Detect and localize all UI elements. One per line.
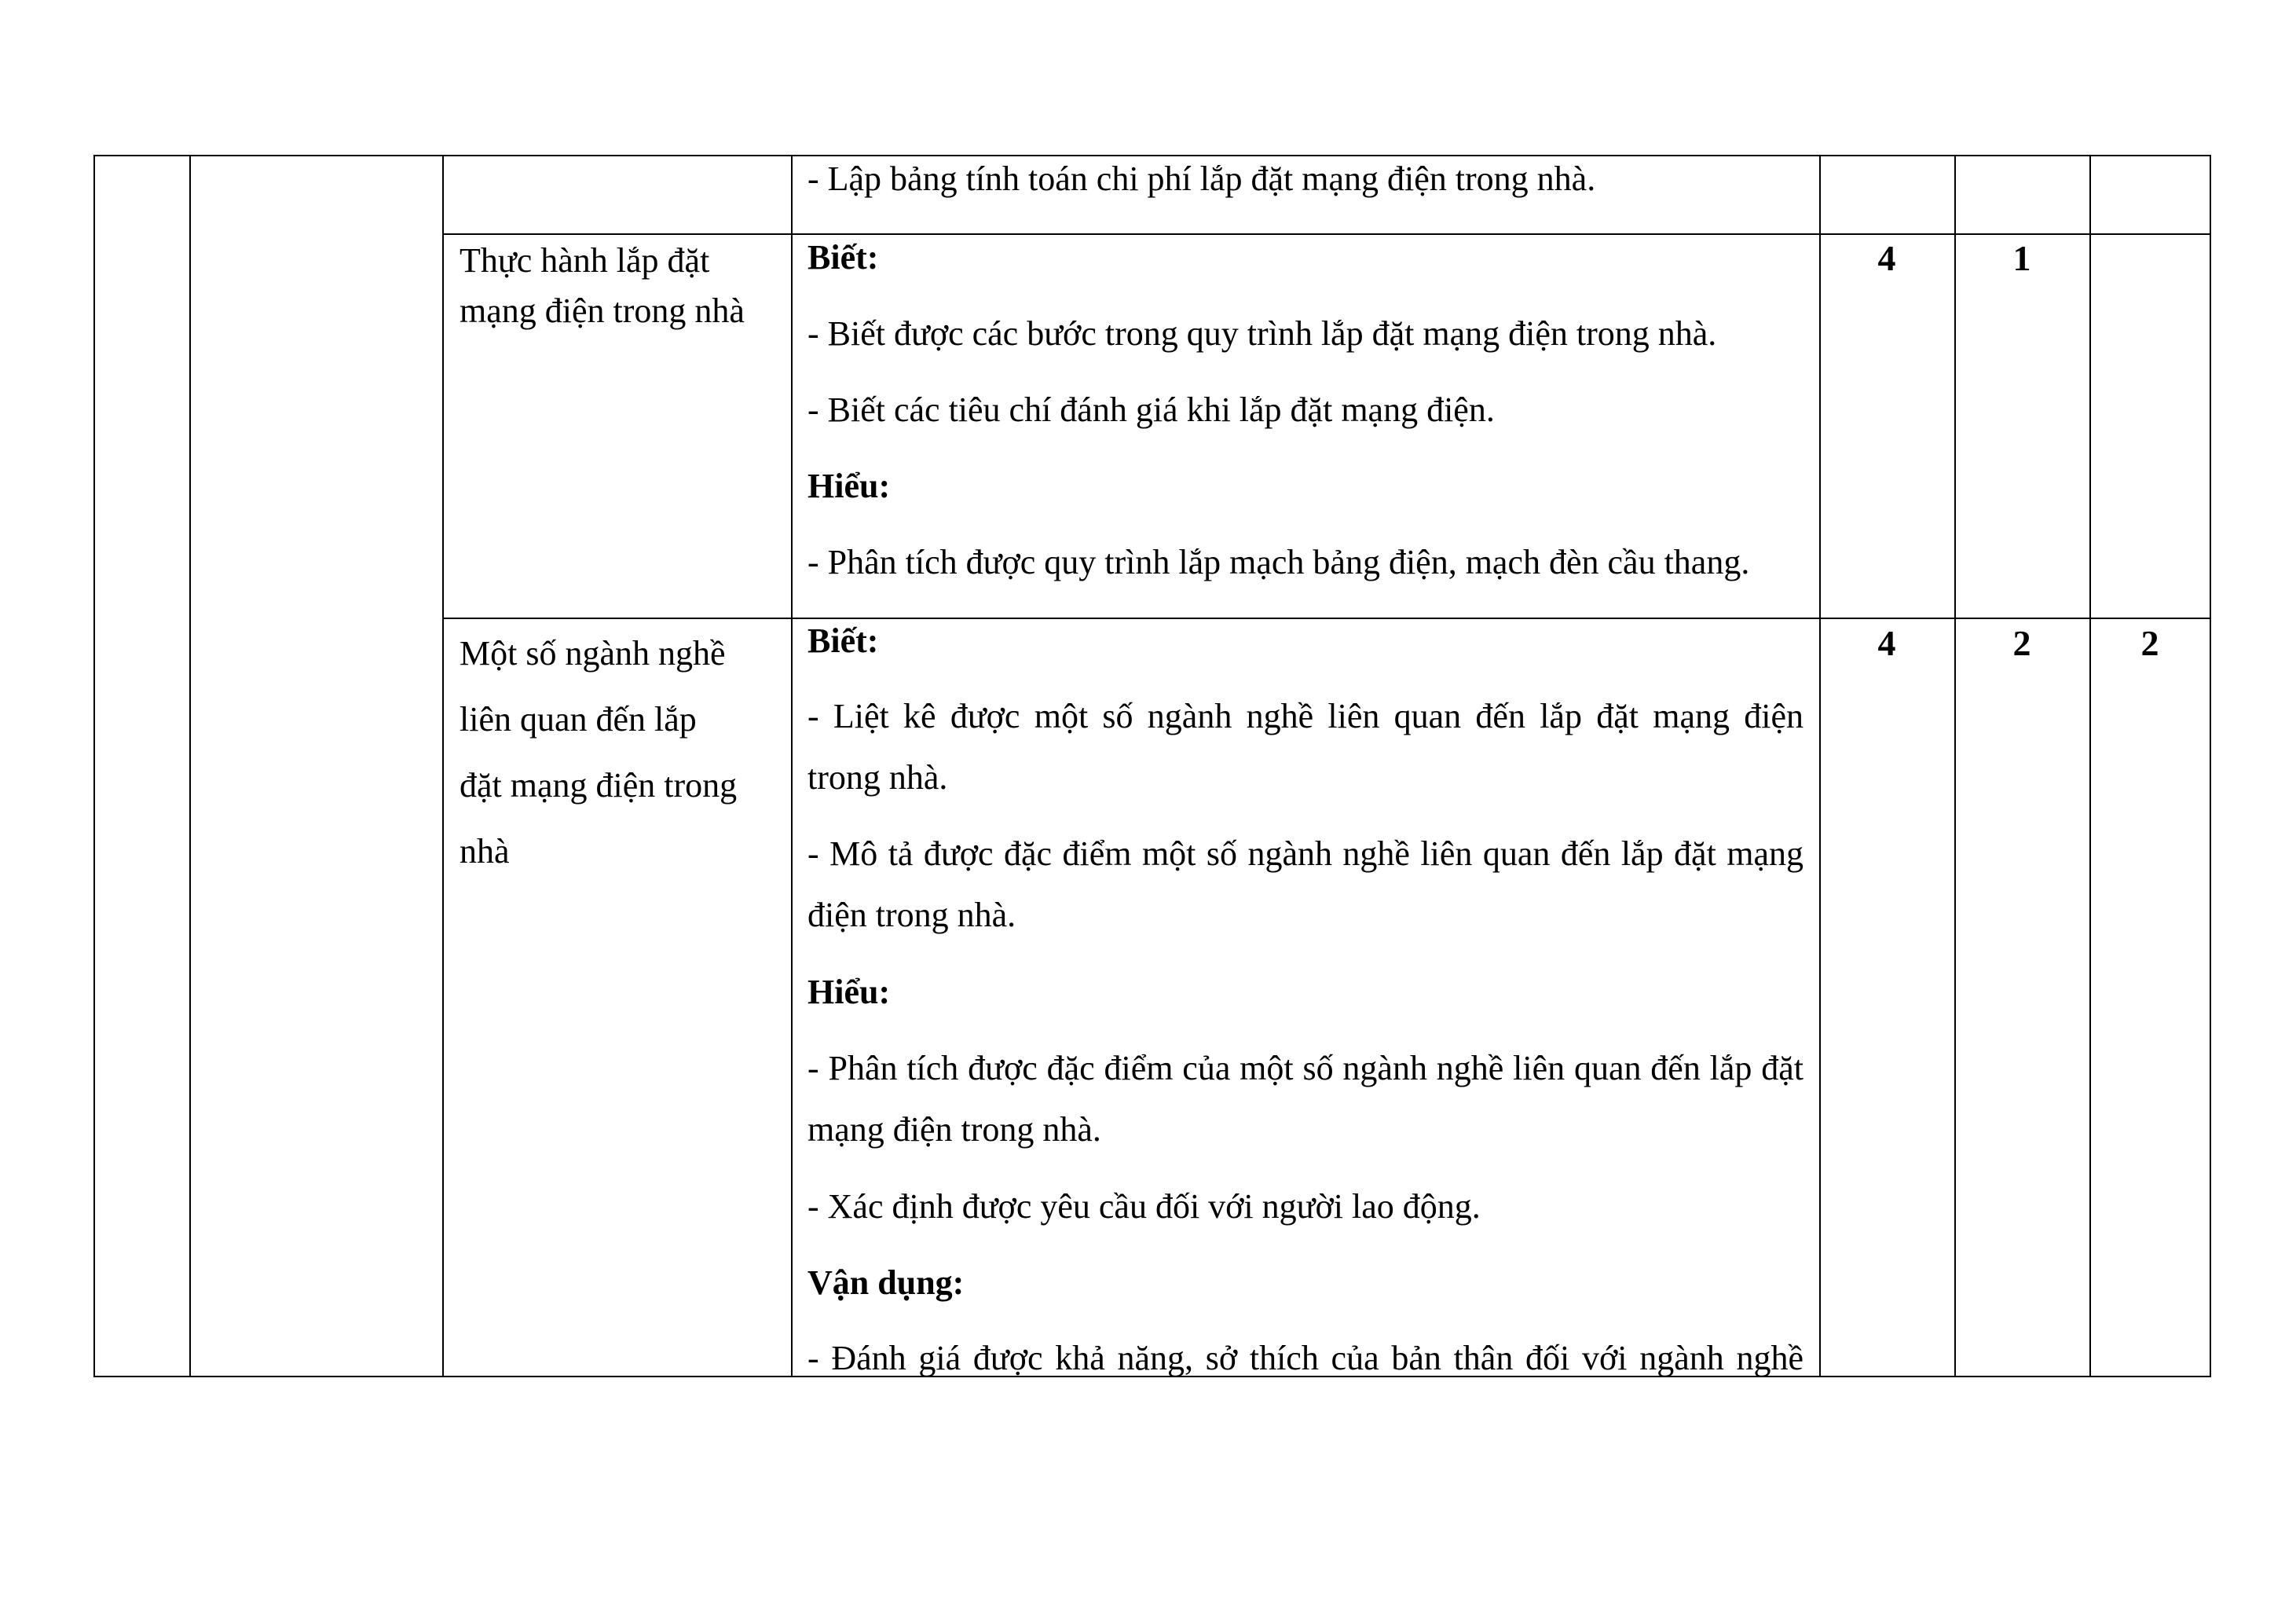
- table-row-divider: [442, 233, 2211, 235]
- table-col-divider: [189, 155, 191, 1377]
- topic-line: đặt mạng điện trong: [460, 766, 738, 805]
- table-col-divider: [2089, 155, 2091, 1377]
- count-know: 4: [1877, 623, 1896, 663]
- content-line: - Phân tích được quy trình lắp mạch bảng điện, mạch đèn cầu thang.: [807, 543, 1750, 581]
- content-line: - Lập bảng tính toán chi phí lắp đặt mạng điện trong nhà.: [807, 159, 1596, 198]
- count-understand: 1: [2012, 238, 2031, 278]
- level-heading: Biết:: [807, 238, 879, 277]
- level-heading: Biết:: [807, 621, 879, 660]
- topic-line: nhà: [460, 832, 510, 871]
- topic-cell: [460, 236, 745, 336]
- level-heading: Hiểu:: [807, 973, 891, 1011]
- level-heading: Hiểu:: [807, 467, 891, 505]
- table-col-divider: [442, 155, 444, 1377]
- content-line: - Xác định được yêu cầu đối với người lao động.: [807, 1187, 1481, 1226]
- content-paragraph: - Phân tích được đặc điểm của một số ngành nghề liên quan đến lắp đặt mạng điện trong nhà.: [807, 1049, 1803, 1149]
- count-know: 4: [1877, 238, 1896, 278]
- count-apply: 2: [2140, 623, 2159, 663]
- topic-line: liên quan đến lắp: [460, 700, 697, 739]
- content-paragraph: - Mô tả được đặc điểm một số ngành nghề liên quan đến lắp đặt mạng điện trong nhà.: [807, 834, 1803, 934]
- content-paragraph-cut: - Đánh giá được khả năng, sở thích của bản thân đối với ngành nghề: [807, 1339, 1803, 1377]
- table-col-divider: [1954, 155, 1956, 1377]
- topic-line: Một số ngành nghề: [460, 634, 726, 673]
- count-understand: 2: [2012, 623, 2031, 663]
- topic-line: Thực hành lắp đặt: [460, 241, 710, 280]
- content-line: - Biết các tiêu chí đánh giá khi lắp đặt mạng điện.: [807, 390, 1495, 429]
- topic-line: mạng điện trong nhà: [460, 291, 745, 330]
- table-row-divider: [442, 618, 2211, 619]
- content-line: - Biết được các bước trong quy trình lắp đặt mạng điện trong nhà.: [807, 314, 1717, 353]
- table-col-divider: [791, 155, 793, 1377]
- level-heading: Vận dụng:: [807, 1263, 965, 1302]
- content-paragraph: - Liệt kê được một số ngành nghề liên quan đến lắp đặt mạng điện trong nhà.: [807, 697, 1803, 797]
- topic-cell: [460, 621, 737, 885]
- table-col-divider: [1819, 155, 1821, 1377]
